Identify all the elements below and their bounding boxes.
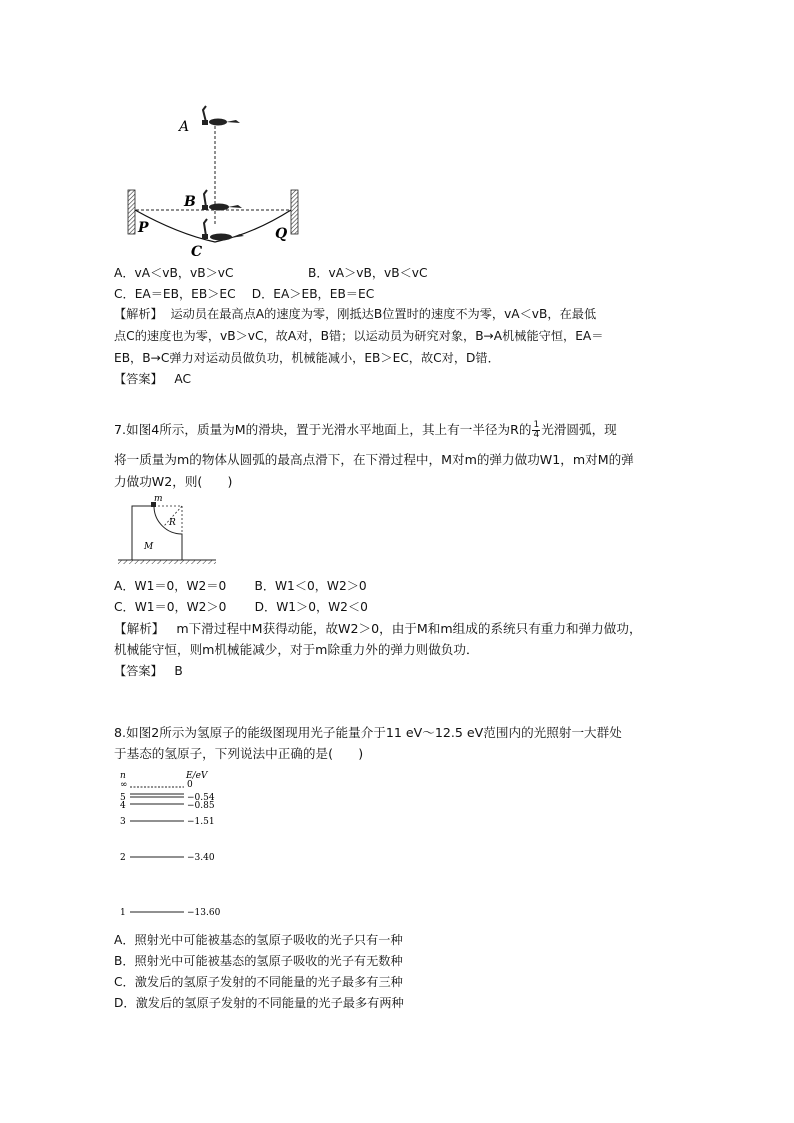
q7-stem-1a: 7.如图4所示，质量为M的滑块，置于光滑水平地面上，其上有一半径为R的 [114, 422, 532, 437]
label-m-small: m [154, 494, 163, 504]
q7-options-cd: C．W1＝0，W2＞0 D．W1＞0，W2＜0 [114, 600, 368, 614]
athlete-c-icon [202, 219, 244, 241]
q6-options-cd: C．EA＝EB，EB＞EC D．EA＞EB，EB＝EC [114, 287, 375, 301]
q8-option-c: C．激发后的氢原子发射的不同能量的光子最多有三种 [114, 975, 403, 989]
q6-option-a: A．vA＜vB，vB＞vC [114, 266, 234, 280]
level-energy-label: −0.85 [187, 801, 215, 811]
q7-answer: B [174, 664, 183, 678]
athlete-b-icon [202, 190, 242, 211]
frac-num: 1 [533, 420, 540, 430]
q7-stem-line-2: 将一质量为m的物体从圆弧的最高点滑下，在下滑过程中，M对m的弹力做功W1，m对M的弹 [114, 452, 634, 467]
q7-stem-line-3: 力做功W2，则( ) [114, 474, 233, 489]
q7-analysis-tag: 【解析】 [114, 621, 165, 636]
level-n-label: 2 [120, 853, 126, 863]
q6-option-b: B．vA＞vB，vB＜vC [308, 266, 428, 280]
label-q: Q [275, 226, 288, 242]
level-n-label: ∞ [120, 780, 128, 790]
q8-stem-line-2: 于基态的氢原子，下列说法中正确的是( ) [114, 746, 364, 761]
level-n-label: 1 [120, 908, 126, 918]
q6-answer: AC [174, 372, 192, 386]
q8-option-b: B．照射光中可能被基态的氢原子吸收的光子有无数种 [114, 954, 403, 968]
q7-options-ab: A．W1＝0，W2＝0 B．W1＜0，W2＞0 [114, 579, 367, 593]
athlete-a-icon [202, 106, 240, 126]
q8-stem-line-1: 8.如图2所示为氢原子的能级图现用光子能量介于11 eV～12.5 eV范围内的光照射一大群处 [114, 725, 622, 740]
q6-analysis-line-2: 点C的速度也为零，vB＞vC，故A对，B错；以运动员为研究对象，B→A机械能守恒，EA＝ [114, 329, 604, 343]
col-n-label: n [120, 771, 126, 781]
q6-answer-tag: 【答案】 [114, 372, 163, 386]
q7-analysis-line-1 [114, 620, 642, 638]
quarter-fraction [532, 421, 540, 440]
level-n-label: 4 [120, 801, 126, 811]
q8-option-d: D．激发后的氢原子发射的不同能量的光子最多有两种 [114, 996, 404, 1010]
label-p: P [138, 220, 149, 236]
label-m-big: M [144, 542, 154, 552]
level-energy-label: 0 [187, 780, 193, 790]
frac-den: 4 [533, 430, 540, 440]
q6-analysis-text-1: 运动员在最高点A的速度为零，刚抵达B位置时的速度不为零，vA＜vB，在最低 [170, 307, 597, 321]
q7-answer-tag: 【答案】 [114, 664, 163, 678]
q8-option-a: A．照射光中可能被基态的氢原子吸收的光子只有一种 [114, 933, 403, 947]
q7-answer-line [114, 662, 183, 680]
level-n-label: 5 [120, 793, 126, 803]
label-c: C [191, 244, 203, 260]
q6-analysis-line-1 [114, 305, 596, 323]
q7-stem-1b: 光滑圆弧，现 [541, 422, 617, 437]
q7-analysis-text-1: m下滑过程中M获得动能，故W2＞0，由于M和m组成的系统只有重力和弹力做功， [176, 621, 642, 636]
q7-analysis-line-2: 机械能守恒，则m机械能减少，对于m除重力外的弹力则做负功． [114, 642, 479, 657]
q7-stem-line-1 [114, 421, 617, 440]
level-n-label: 3 [120, 817, 126, 827]
level-energy-label: −0.54 [187, 793, 215, 803]
energy-levels [120, 780, 221, 918]
trampoline-figure [118, 96, 308, 264]
energy-level-diagram [114, 766, 234, 922]
label-a: A [179, 119, 190, 135]
q6-analysis-tag: 【解析】 [114, 307, 163, 321]
level-energy-label: −1.51 [187, 817, 215, 827]
label-r: R [169, 518, 176, 528]
level-energy-label: −3.40 [187, 853, 215, 863]
q6-answer-line [114, 370, 191, 388]
col-e-label: E/eV [186, 771, 208, 781]
label-b: B [184, 194, 196, 210]
level-energy-label: −13.60 [187, 908, 221, 918]
q6-analysis-line-3: EB，B→C弹力对运动员做负功，机械能减小，EB＞EC，故C对，D错． [114, 351, 500, 365]
block-arc-figure [114, 494, 224, 572]
